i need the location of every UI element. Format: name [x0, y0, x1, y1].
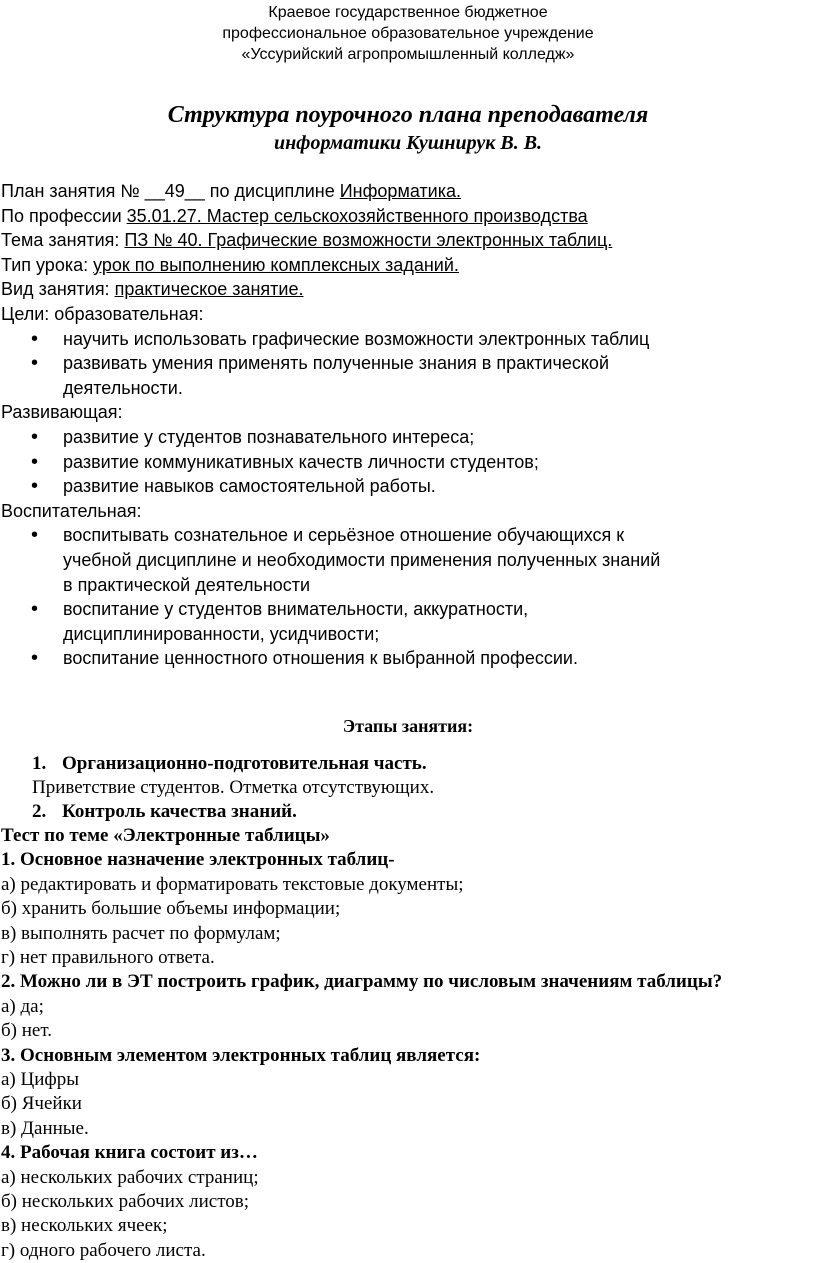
lesson-number-row [1, 179, 816, 204]
list-item: • развивать умения применять полученные знания в практической деятельности. [1, 351, 663, 400]
question-4: 4. Рабочая книга состоит из… [1, 1142, 258, 1164]
test-section [0, 824, 816, 1263]
lesson-info [0, 179, 816, 671]
answer-option: б) нет. [1, 1020, 52, 1042]
discipline: Информатика. [339, 181, 462, 201]
stage-1-number: 1. [32, 752, 47, 774]
document-title: Структура поурочного плана преподавателя [167, 102, 649, 128]
lesson-type-label: Тип урока: [1, 254, 94, 275]
topic: ПЗ № 40. Графические возможности электронных таблиц. [124, 230, 613, 251]
stage-1-label: Организационно-подготовительная часть. [62, 752, 427, 774]
question-3: 3. Основным элементом электронных таблиц является: [1, 1044, 481, 1066]
header-line-3: «Уссурийский агропромышленный колледж» [241, 46, 575, 63]
answer-option: г) одного рабочего листа. [1, 1239, 206, 1261]
profession-row [1, 204, 816, 229]
list-item: • научить использовать графические возможности электронных таблиц [1, 327, 663, 352]
test-title: Тест по теме «Электронные таблицы» [1, 824, 330, 846]
lesson-type: урок по выполнению комплексных заданий. [93, 254, 459, 275]
lesson-type-row [1, 253, 816, 278]
developing-goals-list [1, 425, 816, 499]
topic-label: Тема занятия: [1, 230, 125, 251]
developing-goals-label: Развивающая: [1, 402, 123, 423]
answer-option: в) выполнять расчет по формулам; [1, 922, 281, 944]
stage-2-label: Контроль качества знаний. [62, 800, 297, 822]
document-subtitle: информатики Кушнирук В. В. [273, 132, 543, 154]
list-item: • воспитание у студентов внимательности, аккуратности, дисциплинированности, усидчивости; [1, 597, 663, 646]
upbringing-goals-list [1, 523, 816, 671]
lesson-prefix: План занятия № [1, 181, 145, 201]
list-item: • развитие коммуникативных качеств личности студентов; [1, 450, 663, 475]
institution-header [0, 2, 816, 65]
list-item: • развитие у студентов познавательного интереса; [1, 425, 663, 450]
lesson-mid: по дисциплине [204, 181, 340, 201]
educational-goals-list [1, 327, 816, 401]
answer-option: г) нет правильного ответа. [1, 946, 215, 968]
stage-2-number: 2. [32, 800, 47, 822]
upbringing-goals-label: Воспитательная: [1, 500, 142, 521]
question-1: 1. Основное назначение электронных таблиц- [1, 849, 395, 871]
lesson-kind-row [1, 277, 816, 302]
answer-option: а) да; [1, 995, 44, 1017]
answer-option: а) редактировать и форматировать текстовые документы; [1, 873, 464, 895]
answer-option: а) Цифры [1, 1068, 79, 1090]
stages-list [0, 752, 816, 824]
lesson-kind-label: Вид занятия: [1, 279, 115, 300]
header-line-2: профессиональное образовательное учреждение [222, 25, 594, 42]
stages-title: Этапы занятия: [342, 715, 474, 736]
answer-option: а) нескольких рабочих страниц; [1, 1166, 259, 1188]
lesson-kind: практическое занятие. [114, 279, 304, 300]
answer-option: в) Данные. [1, 1117, 89, 1139]
list-item: • развитие навыков самостоятельной работы. [1, 474, 663, 499]
stage-2 [0, 800, 816, 824]
lesson-number: __49__ [144, 181, 205, 201]
answer-option: в) нескольких ячеек; [1, 1215, 168, 1237]
stage-1-description: Приветствие студентов. Отметка отсутствующих. [32, 776, 435, 798]
profession-label: По профессии [1, 205, 127, 226]
educational-goals-label: Цели: образовательная: [1, 303, 204, 324]
question-2: 2. Можно ли в ЭТ построить график, диаграмму по числовым значениям таблицы? [1, 971, 723, 993]
answer-option: б) Ячейки [1, 1093, 82, 1115]
answer-option: б) нескольких рабочих листов; [1, 1190, 250, 1212]
topic-row [1, 228, 816, 253]
profession: 35.01.27. Мастер сельскохозяйственного производства [126, 205, 588, 226]
list-item: • воспитывать сознательное и серьёзное отношение обучающихся к учебной дисциплине и необходимости применения полученных знаний в практической деятельности [1, 523, 663, 597]
answer-option: б) хранить большие объемы информации; [1, 898, 341, 920]
stage-1 [0, 752, 816, 776]
list-item: • воспитание ценностного отношения к выбранной профессии. [1, 646, 663, 671]
header-line-1: Краевое государственное бюджетное [268, 4, 548, 21]
